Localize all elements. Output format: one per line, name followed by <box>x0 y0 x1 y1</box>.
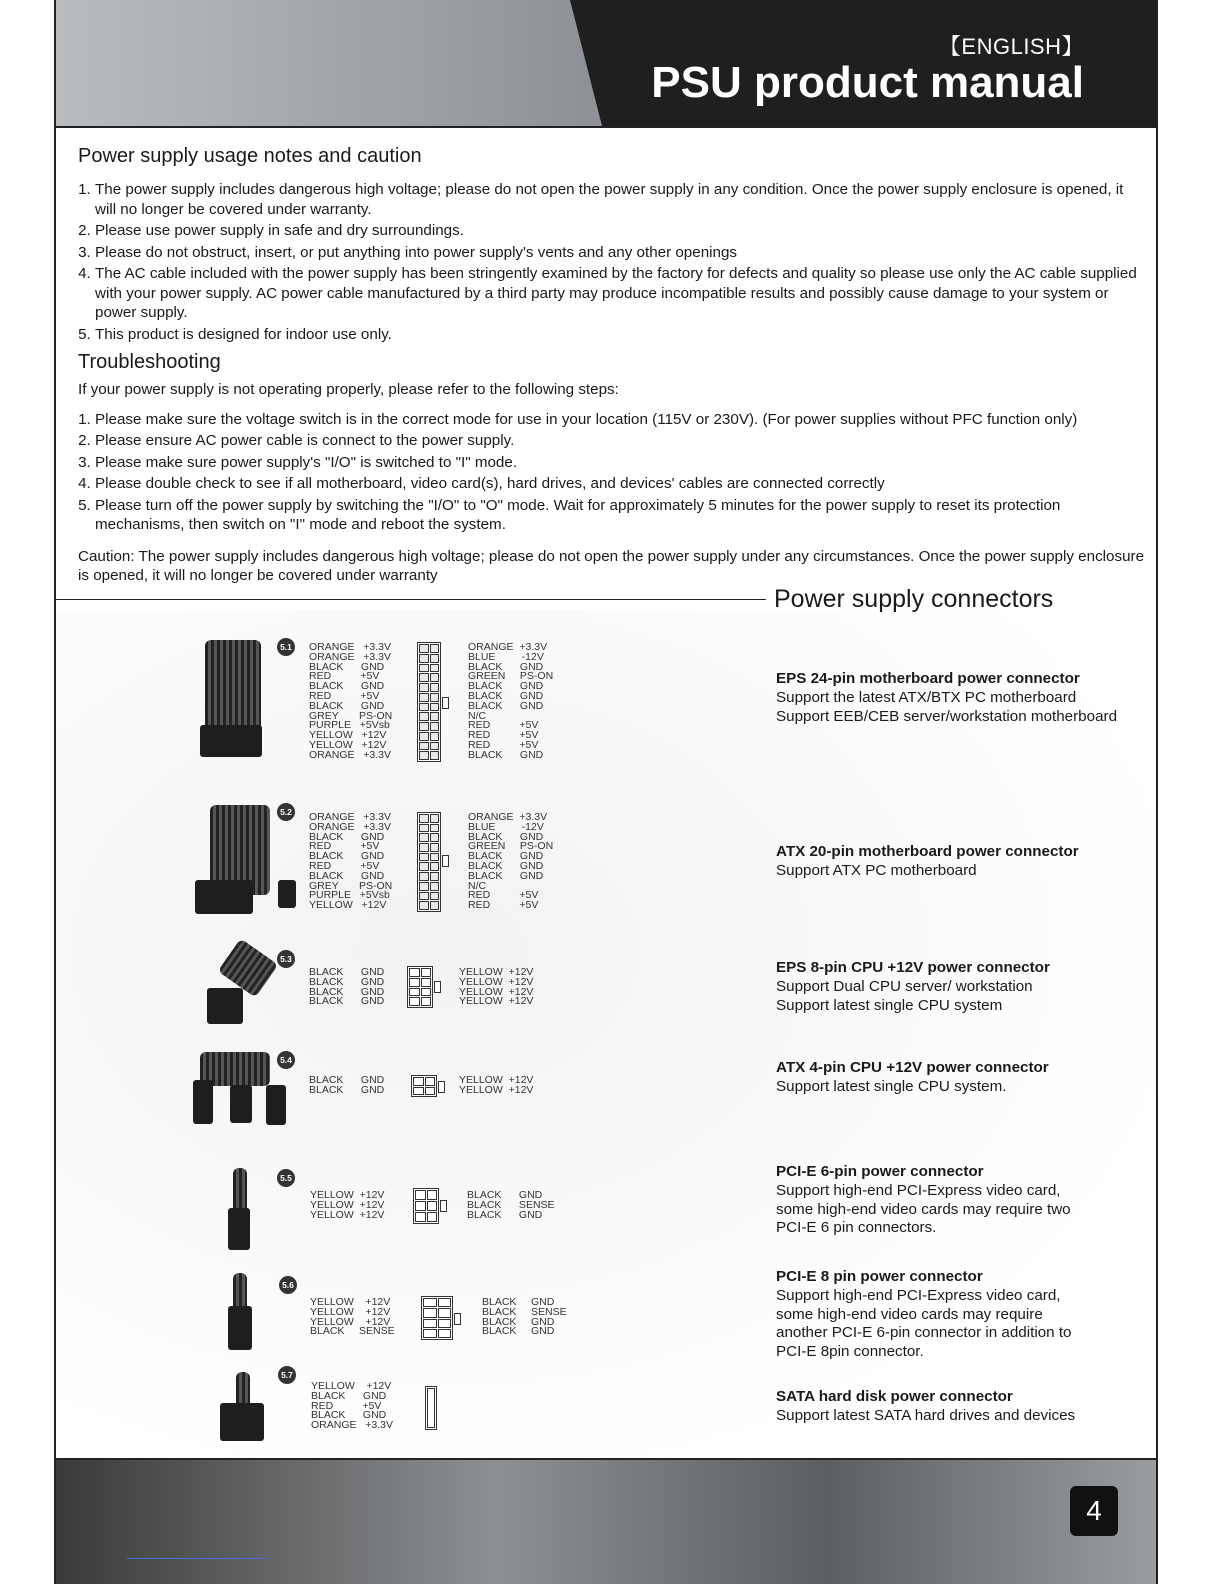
troubleshooting-item: 3. Please make sure power supply's "I/O" is switched to "I" mode. <box>95 453 1148 473</box>
plug-photo-atx4-c <box>266 1085 286 1125</box>
header-gray-band <box>56 0 616 126</box>
connector-title: ATX 20-pin motherboard power connector <box>776 843 1079 860</box>
footer-band <box>56 1460 1156 1584</box>
troubleshooting-item: 2. Please ensure AC power cable is connect to the power supply. <box>95 431 1148 451</box>
connector-support-line: Support latest SATA hard drives and devices <box>776 1406 1076 1424</box>
pinout-right: ORANGE +3.3V BLUE -12V BLACK GND GREEN PS-ON BLACK GND BLACK GND BLACK GND N/C RED +5V RED +5V RED +5V BLACK GND <box>468 641 554 761</box>
connector-diagram-20pin <box>417 812 441 912</box>
connector-support-line: Support EEB/CEB server/workstation motherboard <box>776 707 1118 725</box>
pinout-right: YELLOW +12V YELLOW +12V <box>459 1074 534 1096</box>
connector-diagram-pcie6 <box>413 1188 439 1224</box>
connector-description <box>776 1388 1146 1426</box>
usage-heading: Power supply usage notes and caution <box>78 145 422 167</box>
pinout-right: YELLOW +12V YELLOW +12V YELLOW +12V YELLOW +12V <box>459 966 534 1008</box>
connector-diagram-atx4 <box>411 1075 437 1097</box>
plug-photo-24pin <box>200 725 262 757</box>
pinout-left: YELLOW +12V YELLOW +12V YELLOW +12V <box>310 1189 385 1221</box>
header-divider <box>56 126 1156 128</box>
connector-latch <box>440 1200 447 1212</box>
pinout-left: ORANGE +3.3V ORANGE +3.3V BLACK GND RED +5V BLACK GND RED +5V BLACK GND GREY PS-ON PURPLE +5Vsb YELLOW +12V YELLOW +12V ORANGE +3.3V <box>309 641 393 761</box>
connector-description <box>776 1059 1146 1097</box>
usage-item: 5. This product is designed for indoor use only. <box>95 325 1148 345</box>
connector-support-line: some high-end video cards may require <box>776 1305 1043 1323</box>
caution-text: Caution: The power supply includes dangerous high voltage; please do not open the power supply under any circumstances. Once the power supply enclosure is opened, it will no longer be covered under warranty <box>78 547 1145 584</box>
connector-description <box>776 1163 1146 1238</box>
pinout-left: BLACK GND BLACK GND BLACK GND BLACK GND <box>309 966 385 1008</box>
pinout-right: BLACK GND BLACK SENSE BLACK GND <box>467 1189 555 1221</box>
connector-support-line: PCI-E 8pin connector. <box>776 1343 924 1361</box>
usage-list <box>78 180 1148 344</box>
connector-support-line: PCI-E 6 pin connectors. <box>776 1219 937 1237</box>
troubleshooting-item: 1. Please make sure the voltage switch is in the correct mode for use in your location (115V or 230V). (For power supplies without PFC function only) <box>95 410 1148 430</box>
troubleshooting-list <box>78 410 1148 535</box>
connector-title: EPS 24-pin motherboard power connector <box>776 670 1080 687</box>
troubleshooting-heading: Troubleshooting <box>78 351 221 373</box>
section-divider <box>56 599 766 600</box>
connector-description <box>776 670 1146 726</box>
pinout-left: ORANGE +3.3V ORANGE +3.3V BLACK GND RED +5V BLACK GND RED +5V BLACK GND GREY PS-ON PURPLE +5Vsb YELLOW +12V <box>309 811 393 912</box>
connector-support-line: Support high-end PCI-Express video card, <box>776 1181 1061 1199</box>
connector-badge: 5.7 <box>278 1366 296 1384</box>
connector-support-line: Support Dual CPU server/ workstation <box>776 977 1033 995</box>
connector-support-line: Support the latest ATX/BTX PC motherboard <box>776 688 1077 706</box>
connector-diagram-sata <box>425 1386 437 1430</box>
usage-item: 4. The AC cable included with the power supply has been stringently examined by the factory for defects and quality so please use only the AC cable supplied with your power supply. AC power cable manufactured by a third party may produce incompatible results and possibly cause damage to your system or power supply. <box>95 264 1148 323</box>
connectors-heading: Power supply connectors <box>774 585 1054 613</box>
connector-latch <box>454 1313 461 1325</box>
connector-latch <box>438 1081 445 1093</box>
connector-support-line: Support latest single CPU system. <box>776 1077 1007 1095</box>
connector-title: EPS 8-pin CPU +12V power connector <box>776 959 1050 976</box>
connector-badge: 5.4 <box>277 1051 295 1069</box>
plug-photo-pcie8 <box>228 1306 252 1350</box>
plug-photo-pcie6 <box>228 1208 250 1250</box>
connector-badge: 5.3 <box>277 950 295 968</box>
troubleshooting-item: 5. Please turn off the power supply by switching the "I/O" to "O" mode. Wait for approximately 5 minutes for the power supply to reset its protection mechanisms, then switch on "I" mode and reboot the system. <box>95 496 1148 535</box>
connector-title: PCI-E 8 pin power connector <box>776 1268 983 1285</box>
connector-title: PCI-E 6-pin power connector <box>776 1163 984 1180</box>
pinout-left: YELLOW +12V BLACK GND RED +5V BLACK GND ORANGE +3.3V <box>311 1380 393 1432</box>
pinout-left: BLACK GND BLACK GND <box>309 1074 385 1096</box>
usage-item: 3. Please do not obstruct, insert, or put anything into power supply's vents and any other openings <box>95 243 1148 263</box>
pinout-right: BLACK GND BLACK SENSE BLACK GND BLACK GND <box>482 1296 567 1338</box>
page-title: PSU product manual <box>651 58 1084 107</box>
plug-photo-sata <box>220 1403 264 1441</box>
connector-title: SATA hard disk power connector <box>776 1388 1013 1405</box>
connector-support-line: Support ATX PC motherboard <box>776 861 977 879</box>
connector-badge: 5.5 <box>277 1169 295 1187</box>
plug-photo-eps8 <box>207 988 243 1024</box>
connector-support-line: another PCI-E 6-pin connector in addition to <box>776 1324 1072 1342</box>
footer-link-underline <box>127 1558 267 1559</box>
connector-latch <box>442 855 449 867</box>
connector-latch <box>434 981 441 993</box>
connector-support-line: Support latest single CPU system <box>776 996 1003 1014</box>
plug-photo-20pin <box>195 880 253 914</box>
connector-diagram-eps8 <box>407 966 433 1008</box>
plug-photo-4pin-extra <box>278 880 296 908</box>
usage-item: 1. The power supply includes dangerous high voltage; please do not open the power supply in any condition. Once the power supply enclosure is opened, it will no longer be covered under warranty. <box>95 180 1148 219</box>
usage-item: 2. Please use power supply in safe and dry surroundings. <box>95 221 1148 241</box>
connector-title: ATX 4-pin CPU +12V power connector <box>776 1059 1049 1076</box>
body-text <box>78 144 1148 590</box>
plug-photo-atx4-a <box>193 1080 213 1124</box>
connector-badge: 5.1 <box>277 638 295 656</box>
pinout-right: ORANGE +3.3V BLUE -12V BLACK GND GREEN PS-ON BLACK GND BLACK GND BLACK GND N/C RED +5V RED +5V <box>468 811 554 912</box>
connector-badge: 5.6 <box>279 1276 297 1294</box>
connector-description <box>776 843 1146 881</box>
connector-latch <box>442 697 449 709</box>
connector-support-line: Support high-end PCI-Express video card, <box>776 1286 1061 1304</box>
troubleshooting-item: 4. Please double check to see if all motherboard, video card(s), hard drives, and devices' cables are connected correctly <box>95 474 1148 494</box>
connector-badge: 5.2 <box>277 803 295 821</box>
language-label: 【ENGLISH】 <box>938 34 1084 59</box>
pinout-left: YELLOW +12V YELLOW +12V YELLOW +12V BLACK SENSE <box>310 1296 395 1338</box>
connector-diagram-24pin <box>417 642 441 762</box>
plug-photo-atx4-b <box>230 1085 252 1123</box>
connector-diagram-pcie8 <box>421 1296 453 1340</box>
page-number: 4 <box>1070 1486 1118 1536</box>
connector-description <box>776 1268 1146 1362</box>
connector-support-line: some high-end video cards may require two <box>776 1200 1071 1218</box>
connector-description <box>776 959 1146 1015</box>
troubleshooting-intro: If your power supply is not operating properly, please refer to the following steps: <box>78 381 619 398</box>
